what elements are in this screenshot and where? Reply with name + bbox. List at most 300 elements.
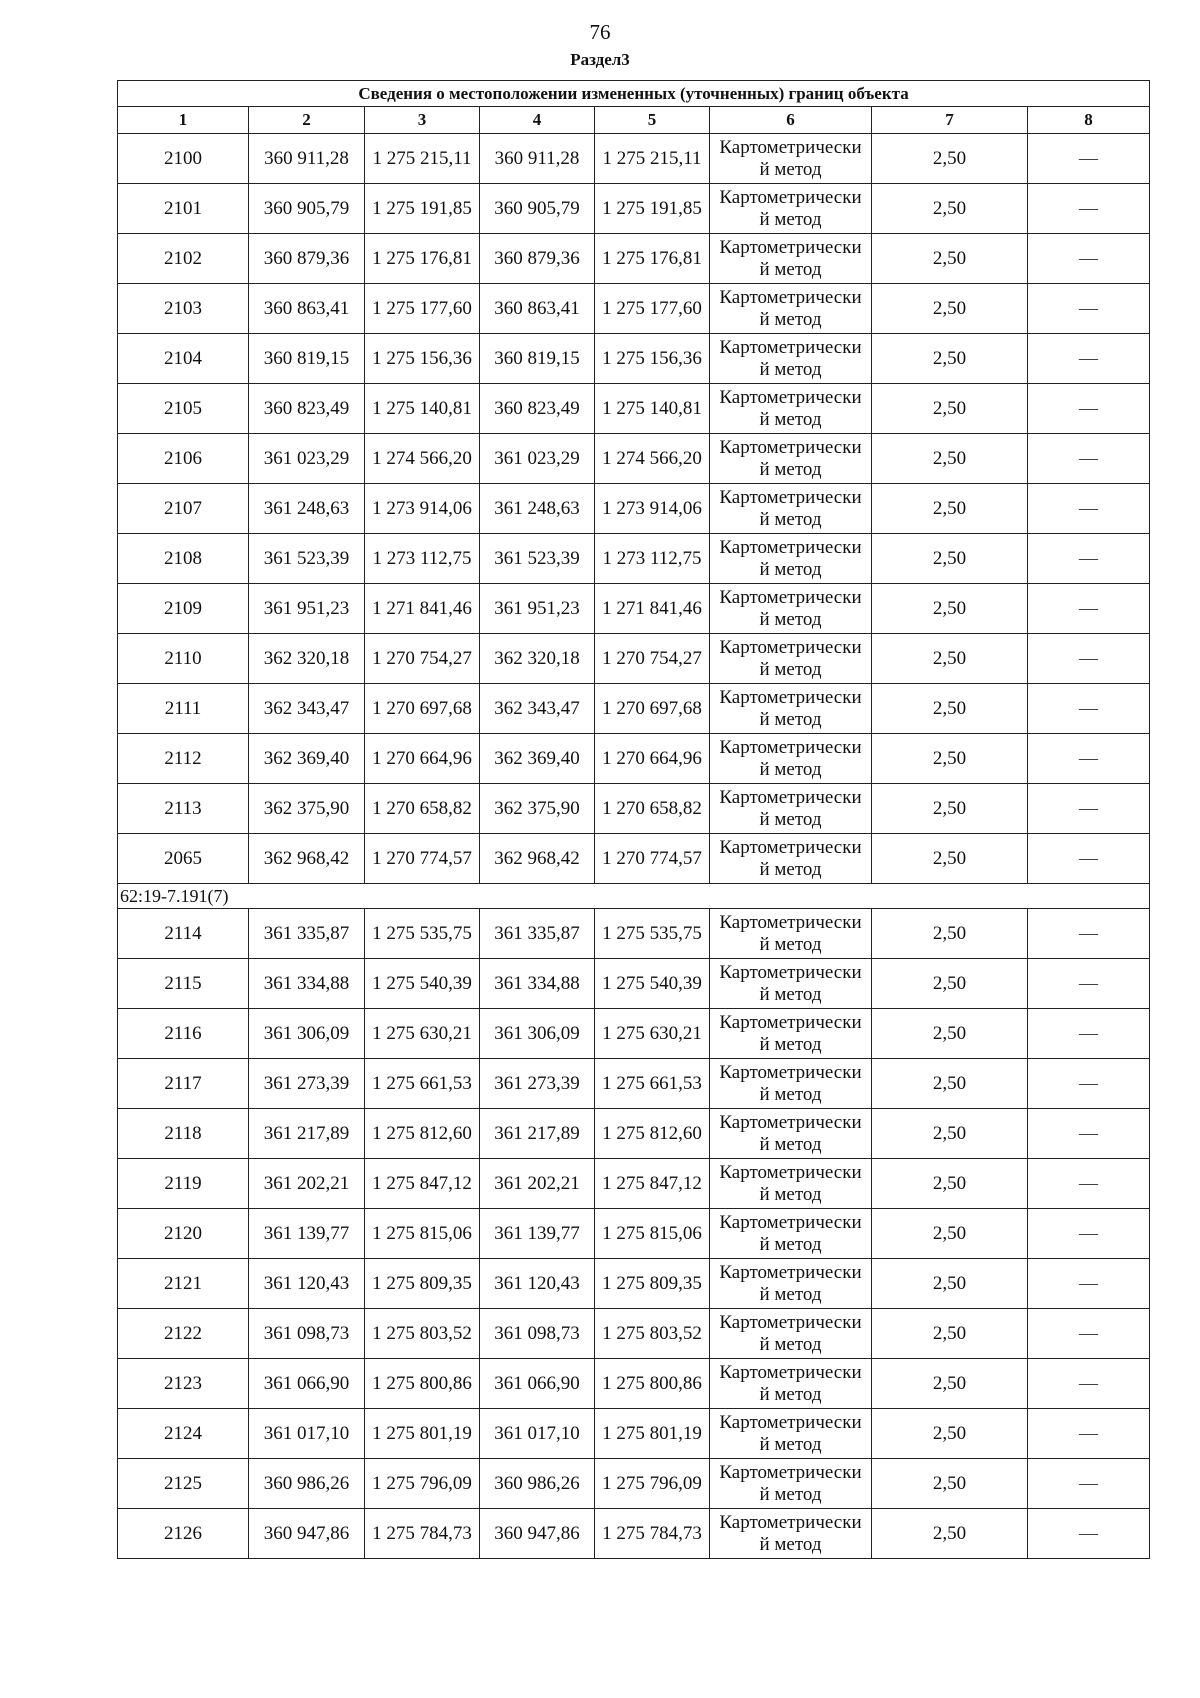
x-old-cell: 361 951,23 — [249, 584, 365, 634]
method-text-line: Картометрически — [719, 961, 862, 983]
y-new-cell: 1 275 630,21 — [595, 1009, 710, 1059]
point-number-cell: 2124 — [118, 1409, 249, 1459]
y-old-cell: 1 270 697,68 — [365, 684, 480, 734]
method-text-line: й метод — [759, 808, 822, 830]
point-number-cell: 2122 — [118, 1309, 249, 1359]
description-cell: — — [1028, 734, 1150, 784]
x-old-cell: 361 202,21 — [249, 1159, 365, 1209]
description-cell: — — [1028, 1159, 1150, 1209]
x-old-cell: 361 273,39 — [249, 1059, 365, 1109]
table-row — [118, 134, 1150, 184]
description-cell: — — [1028, 634, 1150, 684]
point-number-cell: 2105 — [118, 384, 249, 434]
y-new-cell: 1 270 658,82 — [595, 784, 710, 834]
method-text-line: й метод — [759, 1083, 822, 1105]
table-row — [118, 909, 1150, 959]
x-old-cell: 362 369,40 — [249, 734, 365, 784]
description-cell: — — [1028, 834, 1150, 884]
method-text-line: Картометрически — [719, 1211, 862, 1233]
x-old-cell: 361 334,88 — [249, 959, 365, 1009]
x-new-cell: 360 986,26 — [480, 1459, 595, 1509]
y-old-cell: 1 275 809,35 — [365, 1259, 480, 1309]
method-cell — [710, 1009, 872, 1059]
accuracy-cell: 2,50 — [872, 1209, 1028, 1259]
y-new-cell: 1 270 774,57 — [595, 834, 710, 884]
x-new-cell: 361 523,39 — [480, 534, 595, 584]
method-text-line: й метод — [759, 858, 822, 880]
point-number-cell: 2121 — [118, 1259, 249, 1309]
table-row — [118, 1159, 1150, 1209]
x-new-cell: 362 375,90 — [480, 784, 595, 834]
description-cell: — — [1028, 684, 1150, 734]
y-old-cell: 1 275 215,11 — [365, 134, 480, 184]
x-new-cell: 361 273,39 — [480, 1059, 595, 1109]
point-number-cell: 2113 — [118, 784, 249, 834]
column-number: 1 — [118, 107, 249, 134]
method-cell — [710, 1109, 872, 1159]
method-text-line: Картометрически — [719, 736, 862, 758]
accuracy-cell: 2,50 — [872, 634, 1028, 684]
x-new-cell: 361 334,88 — [480, 959, 595, 1009]
x-old-cell: 361 066,90 — [249, 1359, 365, 1409]
method-text-line: Картометрически — [719, 286, 862, 308]
description-cell: — — [1028, 434, 1150, 484]
method-cell — [710, 784, 872, 834]
x-old-cell: 362 343,47 — [249, 684, 365, 734]
table-row — [118, 834, 1150, 884]
method-text-line: й метод — [759, 308, 822, 330]
y-new-cell: 1 271 841,46 — [595, 584, 710, 634]
y-old-cell: 1 275 177,60 — [365, 284, 480, 334]
y-old-cell: 1 274 566,20 — [365, 434, 480, 484]
point-number-cell: 2065 — [118, 834, 249, 884]
table-row — [118, 1509, 1150, 1559]
y-old-cell: 1 275 803,52 — [365, 1309, 480, 1359]
accuracy-cell: 2,50 — [872, 484, 1028, 534]
description-cell: — — [1028, 534, 1150, 584]
description-cell: — — [1028, 909, 1150, 959]
description-cell: — — [1028, 134, 1150, 184]
y-old-cell: 1 275 801,19 — [365, 1409, 480, 1459]
method-cell — [710, 134, 872, 184]
x-old-cell: 361 306,09 — [249, 1009, 365, 1059]
y-new-cell: 1 270 697,68 — [595, 684, 710, 734]
table-row — [118, 1009, 1150, 1059]
method-cell — [710, 1209, 872, 1259]
y-old-cell: 1 270 658,82 — [365, 784, 480, 834]
x-old-cell: 361 017,10 — [249, 1409, 365, 1459]
method-text-line: Картометрически — [719, 911, 862, 933]
method-cell — [710, 834, 872, 884]
y-new-cell: 1 275 803,52 — [595, 1309, 710, 1359]
table-row — [118, 1259, 1150, 1309]
table-row — [118, 334, 1150, 384]
description-cell: — — [1028, 784, 1150, 834]
accuracy-cell: 2,50 — [872, 959, 1028, 1009]
x-new-cell: 360 947,86 — [480, 1509, 595, 1559]
x-new-cell: 362 343,47 — [480, 684, 595, 734]
accuracy-cell: 2,50 — [872, 834, 1028, 884]
method-cell — [710, 484, 872, 534]
x-new-cell: 361 202,21 — [480, 1159, 595, 1209]
method-text-line: й метод — [759, 758, 822, 780]
accuracy-cell: 2,50 — [872, 334, 1028, 384]
accuracy-cell: 2,50 — [872, 734, 1028, 784]
x-new-cell: 361 335,87 — [480, 909, 595, 959]
x-old-cell: 360 879,36 — [249, 234, 365, 284]
method-text-line: й метод — [759, 558, 822, 580]
boundary-coordinates-table — [117, 80, 1150, 1559]
x-old-cell: 360 986,26 — [249, 1459, 365, 1509]
method-cell — [710, 584, 872, 634]
y-new-cell: 1 273 112,75 — [595, 534, 710, 584]
method-cell — [710, 1409, 872, 1459]
method-text-line: Картометрически — [719, 1011, 862, 1033]
description-cell: — — [1028, 284, 1150, 334]
method-cell — [710, 1359, 872, 1409]
method-text-line: й метод — [759, 658, 822, 680]
x-new-cell: 360 911,28 — [480, 134, 595, 184]
point-number-cell: 2115 — [118, 959, 249, 1009]
x-new-cell: 360 863,41 — [480, 284, 595, 334]
description-cell: — — [1028, 334, 1150, 384]
description-cell: — — [1028, 484, 1150, 534]
table-row — [118, 1459, 1150, 1509]
column-number: 2 — [249, 107, 365, 134]
x-old-cell: 361 120,43 — [249, 1259, 365, 1309]
method-text-line: Картометрически — [719, 1311, 862, 1333]
y-old-cell: 1 275 661,53 — [365, 1059, 480, 1109]
method-text-line: Картометрически — [719, 386, 862, 408]
point-number-cell: 2102 — [118, 234, 249, 284]
table-row — [118, 1109, 1150, 1159]
point-number-cell: 2100 — [118, 134, 249, 184]
description-cell: — — [1028, 1259, 1150, 1309]
section-title: Раздел3 — [570, 50, 630, 69]
y-old-cell: 1 275 630,21 — [365, 1009, 480, 1059]
point-number-cell: 2125 — [118, 1459, 249, 1509]
x-new-cell: 360 819,15 — [480, 334, 595, 384]
point-number-cell: 2117 — [118, 1059, 249, 1109]
method-text-line: Картометрически — [719, 236, 862, 258]
x-old-cell: 361 523,39 — [249, 534, 365, 584]
accuracy-cell: 2,50 — [872, 1259, 1028, 1309]
x-old-cell: 360 823,49 — [249, 384, 365, 434]
y-old-cell: 1 275 796,09 — [365, 1459, 480, 1509]
y-old-cell: 1 271 841,46 — [365, 584, 480, 634]
method-cell — [710, 909, 872, 959]
method-cell — [710, 1509, 872, 1559]
description-cell: — — [1028, 1059, 1150, 1109]
method-cell — [710, 1259, 872, 1309]
method-text-line: й метод — [759, 933, 822, 955]
table-row — [118, 734, 1150, 784]
method-text-line: Картометрически — [719, 336, 862, 358]
table-row — [118, 484, 1150, 534]
method-text-line: й метод — [759, 258, 822, 280]
x-new-cell: 361 951,23 — [480, 584, 595, 634]
table-row — [118, 284, 1150, 334]
y-old-cell: 1 275 191,85 — [365, 184, 480, 234]
column-number: 6 — [710, 107, 872, 134]
y-old-cell: 1 273 914,06 — [365, 484, 480, 534]
y-old-cell: 1 275 156,36 — [365, 334, 480, 384]
y-new-cell: 1 275 801,19 — [595, 1409, 710, 1459]
point-number-cell: 2120 — [118, 1209, 249, 1259]
point-number-cell: 2106 — [118, 434, 249, 484]
x-old-cell: 360 863,41 — [249, 284, 365, 334]
method-cell — [710, 959, 872, 1009]
y-old-cell: 1 270 774,57 — [365, 834, 480, 884]
x-new-cell: 360 823,49 — [480, 384, 595, 434]
method-text-line: й метод — [759, 1333, 822, 1355]
method-text-line: Картометрически — [719, 1111, 862, 1133]
table-row — [118, 434, 1150, 484]
table-row — [118, 1309, 1150, 1359]
y-new-cell: 1 275 812,60 — [595, 1109, 710, 1159]
description-cell: — — [1028, 1409, 1150, 1459]
page-number: 76 — [589, 20, 611, 44]
column-number-row — [118, 107, 1150, 134]
y-new-cell: 1 275 177,60 — [595, 284, 710, 334]
point-number-cell: 2103 — [118, 284, 249, 334]
x-new-cell: 360 905,79 — [480, 184, 595, 234]
x-new-cell: 361 098,73 — [480, 1309, 595, 1359]
method-text-line: й метод — [759, 1233, 822, 1255]
table-row — [118, 184, 1150, 234]
method-text-line: й метод — [759, 408, 822, 430]
method-text-line: й метод — [759, 508, 822, 530]
point-number-cell: 2114 — [118, 909, 249, 959]
point-number-cell: 2110 — [118, 634, 249, 684]
method-text-line: Картометрически — [719, 436, 862, 458]
description-cell: — — [1028, 1509, 1150, 1559]
point-number-cell: 2108 — [118, 534, 249, 584]
x-new-cell: 362 369,40 — [480, 734, 595, 784]
x-old-cell: 360 905,79 — [249, 184, 365, 234]
x-old-cell: 361 098,73 — [249, 1309, 365, 1359]
x-old-cell: 360 911,28 — [249, 134, 365, 184]
method-cell — [710, 634, 872, 684]
description-cell: — — [1028, 584, 1150, 634]
y-old-cell: 1 275 812,60 — [365, 1109, 480, 1159]
method-text-line: й метод — [759, 458, 822, 480]
y-new-cell: 1 275 796,09 — [595, 1459, 710, 1509]
accuracy-cell: 2,50 — [872, 684, 1028, 734]
y-new-cell: 1 275 176,81 — [595, 234, 710, 284]
x-new-cell: 360 879,36 — [480, 234, 595, 284]
method-text-line: Картометрически — [719, 1511, 862, 1533]
table-row — [118, 234, 1150, 284]
y-new-cell: 1 275 535,75 — [595, 909, 710, 959]
table-row — [118, 384, 1150, 434]
y-old-cell: 1 273 112,75 — [365, 534, 480, 584]
y-new-cell: 1 275 140,81 — [595, 384, 710, 434]
point-number-cell: 2116 — [118, 1009, 249, 1059]
y-new-cell: 1 275 809,35 — [595, 1259, 710, 1309]
x-new-cell: 361 306,09 — [480, 1009, 595, 1059]
point-number-cell: 2104 — [118, 334, 249, 384]
y-new-cell: 1 270 754,27 — [595, 634, 710, 684]
accuracy-cell: 2,50 — [872, 384, 1028, 434]
method-text-line: й метод — [759, 1533, 822, 1555]
method-text-line: й метод — [759, 1133, 822, 1155]
method-text-line: Картометрически — [719, 1411, 862, 1433]
y-old-cell: 1 275 540,39 — [365, 959, 480, 1009]
x-old-cell: 360 947,86 — [249, 1509, 365, 1559]
x-new-cell: 361 248,63 — [480, 484, 595, 534]
y-new-cell: 1 274 566,20 — [595, 434, 710, 484]
accuracy-cell: 2,50 — [872, 1509, 1028, 1559]
description-cell: — — [1028, 184, 1150, 234]
method-cell — [710, 184, 872, 234]
description-cell: — — [1028, 234, 1150, 284]
y-new-cell: 1 275 847,12 — [595, 1159, 710, 1209]
y-old-cell: 1 275 535,75 — [365, 909, 480, 959]
method-text-line: й метод — [759, 983, 822, 1005]
column-number: 7 — [872, 107, 1028, 134]
description-cell: — — [1028, 1209, 1150, 1259]
method-text-line: й метод — [759, 1183, 822, 1205]
description-cell: — — [1028, 1109, 1150, 1159]
y-old-cell: 1 275 140,81 — [365, 384, 480, 434]
description-cell: — — [1028, 1359, 1150, 1409]
table-row — [118, 1059, 1150, 1109]
method-text-line: Картометрически — [719, 1361, 862, 1383]
x-old-cell: 362 375,90 — [249, 784, 365, 834]
x-new-cell: 362 968,42 — [480, 834, 595, 884]
column-number: 3 — [365, 107, 480, 134]
x-old-cell: 361 139,77 — [249, 1209, 365, 1259]
y-old-cell: 1 275 815,06 — [365, 1209, 480, 1259]
table-row — [118, 959, 1150, 1009]
method-text-line: й метод — [759, 1383, 822, 1405]
method-text-line: Картометрически — [719, 186, 862, 208]
x-new-cell: 361 120,43 — [480, 1259, 595, 1309]
method-text-line: й метод — [759, 208, 822, 230]
point-number-cell: 2112 — [118, 734, 249, 784]
method-text-line: Картометрически — [719, 536, 862, 558]
method-cell — [710, 1309, 872, 1359]
accuracy-cell: 2,50 — [872, 234, 1028, 284]
accuracy-cell: 2,50 — [872, 1109, 1028, 1159]
accuracy-cell: 2,50 — [872, 1159, 1028, 1209]
accuracy-cell: 2,50 — [872, 184, 1028, 234]
method-cell — [710, 384, 872, 434]
y-old-cell: 1 275 176,81 — [365, 234, 480, 284]
x-old-cell: 362 320,18 — [249, 634, 365, 684]
y-new-cell: 1 273 914,06 — [595, 484, 710, 534]
accuracy-cell: 2,50 — [872, 1009, 1028, 1059]
accuracy-cell: 2,50 — [872, 1409, 1028, 1459]
y-new-cell: 1 275 815,06 — [595, 1209, 710, 1259]
point-number-cell: 2101 — [118, 184, 249, 234]
method-cell — [710, 234, 872, 284]
group-label: 62:19-7.191(7) — [118, 884, 1150, 909]
x-old-cell: 361 248,63 — [249, 484, 365, 534]
method-text-line: й метод — [759, 1283, 822, 1305]
method-text-line: й метод — [759, 708, 822, 730]
point-number-cell: 2118 — [118, 1109, 249, 1159]
table-body — [118, 134, 1150, 1559]
method-text-line: й метод — [759, 1483, 822, 1505]
x-old-cell: 361 335,87 — [249, 909, 365, 959]
method-text-line: Картометрически — [719, 1061, 862, 1083]
method-text-line: Картометрически — [719, 136, 862, 158]
method-cell — [710, 1159, 872, 1209]
method-text-line: Картометрически — [719, 636, 862, 658]
method-text-line: Картометрически — [719, 786, 862, 808]
y-old-cell: 1 275 847,12 — [365, 1159, 480, 1209]
description-cell: — — [1028, 384, 1150, 434]
y-new-cell: 1 275 540,39 — [595, 959, 710, 1009]
table-row — [118, 1359, 1150, 1409]
column-number: 8 — [1028, 107, 1150, 134]
y-old-cell: 1 275 784,73 — [365, 1509, 480, 1559]
method-cell — [710, 1059, 872, 1109]
method-text-line: й метод — [759, 608, 822, 630]
accuracy-cell: 2,50 — [872, 909, 1028, 959]
method-cell — [710, 534, 872, 584]
method-text-line: Картометрически — [719, 1261, 862, 1283]
table-row — [118, 584, 1150, 634]
x-old-cell: 362 968,42 — [249, 834, 365, 884]
x-new-cell: 361 139,77 — [480, 1209, 595, 1259]
method-cell — [710, 334, 872, 384]
method-text-line: й метод — [759, 158, 822, 180]
x-new-cell: 362 320,18 — [480, 634, 595, 684]
y-new-cell: 1 275 661,53 — [595, 1059, 710, 1109]
table-row — [118, 534, 1150, 584]
y-new-cell: 1 270 664,96 — [595, 734, 710, 784]
y-old-cell: 1 270 664,96 — [365, 734, 480, 784]
column-number: 5 — [595, 107, 710, 134]
y-old-cell: 1 270 754,27 — [365, 634, 480, 684]
table-caption: Сведения о местоположении измененных (уточненных) границ объекта — [118, 81, 1150, 107]
point-number-cell: 2107 — [118, 484, 249, 534]
method-text-line: Картометрически — [719, 836, 862, 858]
method-text-line: Картометрически — [719, 1161, 862, 1183]
accuracy-cell: 2,50 — [872, 1459, 1028, 1509]
method-text-line: й метод — [759, 1433, 822, 1455]
method-cell — [710, 284, 872, 334]
point-number-cell: 2119 — [118, 1159, 249, 1209]
x-new-cell: 361 066,90 — [480, 1359, 595, 1409]
method-cell — [710, 434, 872, 484]
accuracy-cell: 2,50 — [872, 1359, 1028, 1409]
accuracy-cell: 2,50 — [872, 784, 1028, 834]
description-cell: — — [1028, 1009, 1150, 1059]
method-text-line: Картометрически — [719, 686, 862, 708]
method-text-line: Картометрически — [719, 586, 862, 608]
table-row — [118, 1409, 1150, 1459]
x-new-cell: 361 217,89 — [480, 1109, 595, 1159]
x-new-cell: 361 017,10 — [480, 1409, 595, 1459]
point-number-cell: 2109 — [118, 584, 249, 634]
method-cell — [710, 684, 872, 734]
y-new-cell: 1 275 800,86 — [595, 1359, 710, 1409]
description-cell: — — [1028, 1309, 1150, 1359]
accuracy-cell: 2,50 — [872, 1059, 1028, 1109]
x-old-cell: 361 217,89 — [249, 1109, 365, 1159]
method-cell — [710, 734, 872, 784]
x-old-cell: 360 819,15 — [249, 334, 365, 384]
x-old-cell: 361 023,29 — [249, 434, 365, 484]
table-row — [118, 784, 1150, 834]
description-cell: — — [1028, 959, 1150, 1009]
description-cell: — — [1028, 1459, 1150, 1509]
y-new-cell: 1 275 784,73 — [595, 1509, 710, 1559]
